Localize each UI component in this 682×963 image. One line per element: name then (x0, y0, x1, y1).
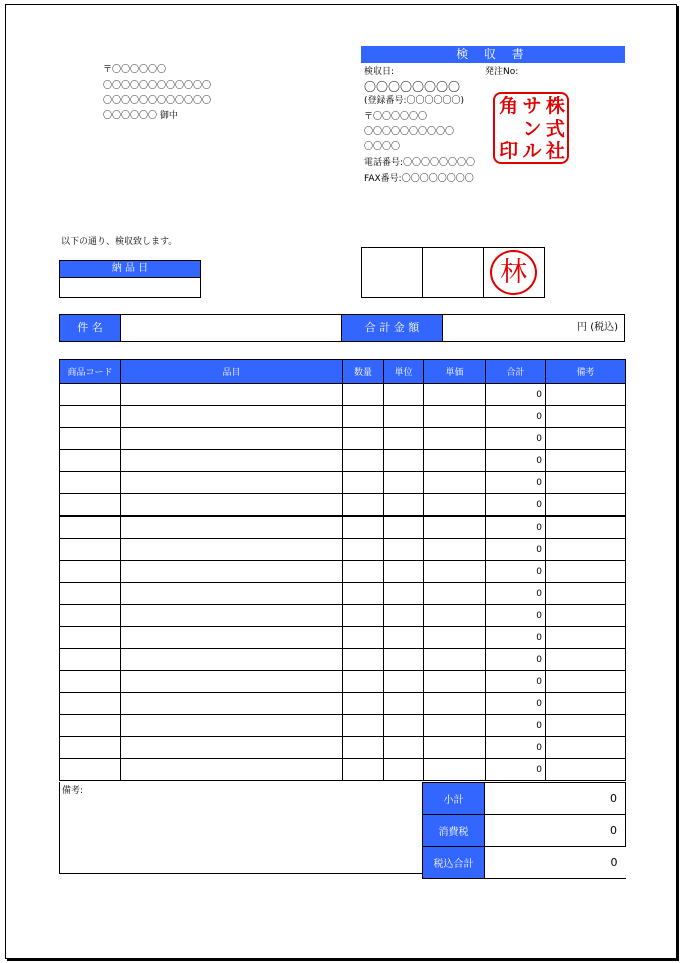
intro-text: 以下の通り、検収致します。 (61, 237, 178, 247)
cell-remarks[interactable] (546, 737, 626, 759)
stamp-box-1 (361, 247, 423, 298)
cell-remarks[interactable] (546, 671, 626, 693)
header-unit: 単位 (384, 360, 424, 384)
remarks-area[interactable] (59, 782, 423, 874)
recipient-postal: 〒〇〇〇〇〇〇 (103, 65, 167, 75)
cell-unit[interactable] (384, 406, 424, 428)
cell-total: 0 (486, 649, 546, 671)
table-row (60, 583, 626, 605)
cell-unit-price[interactable] (424, 605, 486, 627)
delivery-date-value[interactable] (59, 277, 201, 298)
cell-item[interactable] (121, 406, 343, 428)
cell-remarks[interactable] (546, 539, 626, 561)
table-row (60, 539, 626, 561)
summary-row-subtotal (423, 783, 626, 815)
table-row (60, 627, 626, 649)
cell-item[interactable] (121, 384, 343, 406)
cell-unit[interactable] (384, 605, 424, 627)
stamp-box-2 (422, 247, 484, 298)
cell-remarks[interactable] (546, 693, 626, 715)
cell-item[interactable] (121, 649, 343, 671)
table-row (60, 428, 626, 450)
issuer-phone: 電話番号:〇〇〇〇〇〇〇〇 (364, 158, 476, 168)
cell-total: 0 (486, 494, 546, 517)
table-row (60, 516, 626, 539)
cell-total: 0 (486, 627, 546, 649)
total-field[interactable]: 円 (税込) (442, 314, 625, 342)
cell-product-code[interactable] (60, 693, 121, 715)
cell-remarks[interactable] (546, 384, 626, 406)
cell-item[interactable] (121, 516, 343, 539)
cell-remarks[interactable] (546, 605, 626, 627)
cell-unit[interactable] (384, 627, 424, 649)
cell-remarks[interactable] (546, 649, 626, 671)
cell-unit[interactable] (384, 583, 424, 605)
items-table (59, 359, 626, 781)
cell-quantity[interactable] (343, 561, 384, 583)
cell-quantity[interactable] (343, 737, 384, 759)
cell-product-code[interactable] (60, 494, 121, 517)
header-remarks: 備考 (546, 360, 626, 384)
tax-value: 0 (485, 815, 626, 847)
cell-unit[interactable] (384, 715, 424, 737)
table-row (60, 671, 626, 693)
subject-field[interactable] (120, 314, 342, 342)
cell-unit-price[interactable] (424, 384, 486, 406)
cell-unit[interactable] (384, 472, 424, 494)
cell-item[interactable] (121, 627, 343, 649)
cell-item[interactable] (121, 671, 343, 693)
cell-remarks[interactable] (546, 406, 626, 428)
delivery-date-label: 納 品 日 (59, 260, 201, 278)
remarks-label: 備考: (62, 786, 84, 796)
cell-unit-price[interactable] (424, 583, 486, 605)
table-row (60, 472, 626, 494)
recipient-name: 〇〇〇〇〇〇 御中 (103, 111, 178, 121)
cell-total: 0 (486, 561, 546, 583)
table-row (60, 561, 626, 583)
cell-item[interactable] (121, 759, 343, 781)
cell-quantity[interactable] (343, 472, 384, 494)
cell-unit[interactable] (384, 759, 424, 781)
header-product-code: 商品コード (60, 360, 121, 384)
cell-remarks[interactable] (546, 428, 626, 450)
cell-unit[interactable] (384, 516, 424, 539)
cell-quantity[interactable] (343, 649, 384, 671)
cell-remarks[interactable] (546, 561, 626, 583)
table-row (60, 649, 626, 671)
issuer-address-1: 〇〇〇〇〇〇〇〇〇〇 (364, 127, 455, 137)
cell-total: 0 (486, 759, 546, 781)
cell-product-code[interactable] (60, 561, 121, 583)
issuer-postal: 〒〇〇〇〇〇〇 (364, 112, 428, 122)
cell-total: 0 (486, 406, 546, 428)
cell-remarks[interactable] (546, 583, 626, 605)
cell-quantity[interactable] (343, 605, 384, 627)
cell-remarks[interactable] (546, 627, 626, 649)
recipient-address-1: 〇〇〇〇〇〇〇〇〇〇〇〇 (103, 81, 212, 91)
cell-unit-price[interactable] (424, 737, 486, 759)
cell-unit-price[interactable] (424, 649, 486, 671)
cell-remarks[interactable] (546, 494, 626, 517)
cell-remarks[interactable] (546, 516, 626, 539)
cell-unit-price[interactable] (424, 715, 486, 737)
table-row (60, 605, 626, 627)
cell-unit-price[interactable] (424, 428, 486, 450)
cell-product-code[interactable] (60, 671, 121, 693)
header-item: 品目 (121, 360, 343, 384)
table-row (60, 494, 626, 517)
cell-item[interactable] (121, 450, 343, 472)
cell-product-code[interactable] (60, 605, 121, 627)
personal-hanko: 林 (490, 250, 537, 295)
issuer-fax: FAX番号:〇〇〇〇〇〇〇〇 (364, 174, 474, 184)
cell-item[interactable] (121, 561, 343, 583)
cell-total: 0 (486, 472, 546, 494)
cell-unit-price[interactable] (424, 472, 486, 494)
cell-item[interactable] (121, 605, 343, 627)
header-quantity: 数量 (343, 360, 384, 384)
cell-quantity[interactable] (343, 450, 384, 472)
cell-item[interactable] (121, 693, 343, 715)
cell-unit[interactable] (384, 494, 424, 517)
order-no-label: 発注No: (485, 67, 519, 77)
issuer-company: 〇〇〇〇〇〇〇〇 (364, 80, 461, 94)
cell-quantity[interactable] (343, 406, 384, 428)
cell-quantity[interactable] (343, 494, 384, 517)
cell-product-code[interactable] (60, 539, 121, 561)
cell-quantity[interactable] (343, 539, 384, 561)
table-row (60, 759, 626, 781)
table-row (60, 450, 626, 472)
total-label: 合 計 金 額 (341, 314, 443, 342)
cell-total: 0 (486, 428, 546, 450)
table-row (60, 406, 626, 428)
cell-quantity[interactable] (343, 627, 384, 649)
cell-unit-price[interactable] (424, 406, 486, 428)
cell-unit-price[interactable] (424, 539, 486, 561)
header-total: 合計 (486, 360, 546, 384)
cell-unit[interactable] (384, 539, 424, 561)
cell-product-code[interactable] (60, 472, 121, 494)
cell-total: 0 (486, 450, 546, 472)
cell-quantity[interactable] (343, 583, 384, 605)
cell-quantity[interactable] (343, 516, 384, 539)
cell-unit[interactable] (384, 737, 424, 759)
cell-product-code[interactable] (60, 649, 121, 671)
cell-item[interactable] (121, 494, 343, 517)
cell-unit[interactable] (384, 428, 424, 450)
tax-label: 消費税 (423, 815, 485, 847)
cell-total: 0 (486, 715, 546, 737)
issuer-address-2: 〇〇〇〇 (364, 142, 401, 152)
cell-unit[interactable] (384, 450, 424, 472)
cell-unit[interactable] (384, 693, 424, 715)
subject-label: 件 名 (59, 314, 121, 342)
cell-total: 0 (486, 671, 546, 693)
header-unit-price: 単価 (424, 360, 486, 384)
grand-total-value: 0 (485, 847, 626, 879)
recipient-address-2: 〇〇〇〇〇〇〇〇〇〇〇〇 (103, 96, 212, 106)
cell-unit[interactable] (384, 671, 424, 693)
cell-product-code[interactable] (60, 627, 121, 649)
cell-unit-price[interactable] (424, 759, 486, 781)
cell-quantity[interactable] (343, 384, 384, 406)
document-title: 検 収 書 (361, 46, 625, 63)
cell-total: 0 (486, 539, 546, 561)
grand-total-label: 税込合計 (423, 847, 485, 879)
cell-product-code[interactable] (60, 384, 121, 406)
cell-quantity[interactable] (343, 715, 384, 737)
cell-item[interactable] (121, 583, 343, 605)
cell-quantity[interactable] (343, 671, 384, 693)
cell-total: 0 (486, 384, 546, 406)
cell-remarks[interactable] (546, 759, 626, 781)
cell-item[interactable] (121, 472, 343, 494)
summary-row-grand-total (423, 847, 626, 879)
table-row (60, 737, 626, 759)
cell-unit-price[interactable] (424, 627, 486, 649)
subtotal-value: 0 (485, 783, 626, 815)
table-row (60, 693, 626, 715)
cell-unit[interactable] (384, 649, 424, 671)
cell-unit-price[interactable] (424, 494, 486, 517)
cell-remarks[interactable] (546, 472, 626, 494)
cell-product-code[interactable] (60, 737, 121, 759)
cell-unit-price[interactable] (424, 561, 486, 583)
cell-remarks[interactable] (546, 715, 626, 737)
cell-product-code[interactable] (60, 715, 121, 737)
cell-unit[interactable] (384, 384, 424, 406)
cell-unit-price[interactable] (424, 516, 486, 539)
cell-unit-price[interactable] (424, 450, 486, 472)
table-row (60, 715, 626, 737)
cell-total: 0 (486, 516, 546, 539)
table-header-row (60, 360, 626, 384)
cell-item[interactable] (121, 737, 343, 759)
cell-remarks[interactable] (546, 450, 626, 472)
summary-row-tax (423, 815, 626, 847)
cell-total: 0 (486, 737, 546, 759)
cell-total: 0 (486, 583, 546, 605)
company-seal: 角 サ 株 ン 式 印 ル 社 (493, 92, 569, 164)
cell-quantity[interactable] (343, 693, 384, 715)
stamp-box-3 (483, 247, 545, 298)
cell-item[interactable] (121, 428, 343, 450)
cell-product-code[interactable] (60, 450, 121, 472)
cell-product-code[interactable] (60, 583, 121, 605)
subtotal-label: 小計 (423, 783, 485, 815)
cell-total: 0 (486, 605, 546, 627)
cell-product-code[interactable] (60, 406, 121, 428)
cell-quantity[interactable] (343, 428, 384, 450)
table-row (60, 384, 626, 406)
cell-product-code[interactable] (60, 516, 121, 539)
cell-item[interactable] (121, 715, 343, 737)
cell-product-code[interactable] (60, 759, 121, 781)
cell-unit-price[interactable] (424, 693, 486, 715)
cell-quantity[interactable] (343, 759, 384, 781)
cell-product-code[interactable] (60, 428, 121, 450)
inspection-date-label: 検収日: (364, 67, 395, 77)
cell-unit[interactable] (384, 561, 424, 583)
issuer-registration: (登録番号:〇〇〇〇〇〇) (364, 96, 465, 106)
summary-table (422, 782, 626, 879)
cell-unit-price[interactable] (424, 671, 486, 693)
cell-total: 0 (486, 693, 546, 715)
cell-item[interactable] (121, 539, 343, 561)
